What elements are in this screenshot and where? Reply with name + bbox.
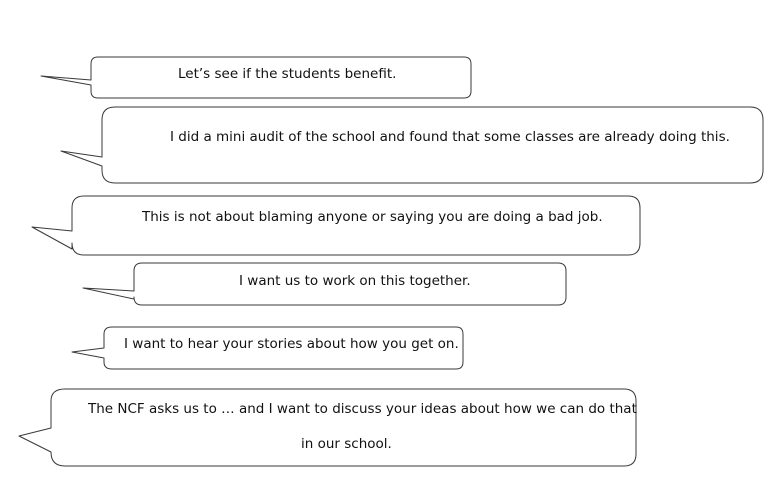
speech-bubble-2-text: I did a mini audit of the school and found that some classes are already doing this. [170,129,730,145]
speech-bubble-6-text-line-1: The NCF asks us to … and I want to discuss your ideas about how we can do that [88,401,637,417]
speech-bubble-1-text: Let’s see if the students benefit. [178,66,397,82]
speech-bubble-3-text: This is not about blaming anyone or saying you are doing a bad job. [142,209,603,225]
speech-bubble-3-outline [32,196,640,255]
speech-bubble-6-text-line-2: in our school. [301,436,392,452]
speech-bubble-2-outline [61,107,763,183]
speech-bubble-4-text: I want us to work on this together. [239,273,471,289]
speech-bubble-5-text: I want to hear your stories about how you get on. [124,336,459,352]
